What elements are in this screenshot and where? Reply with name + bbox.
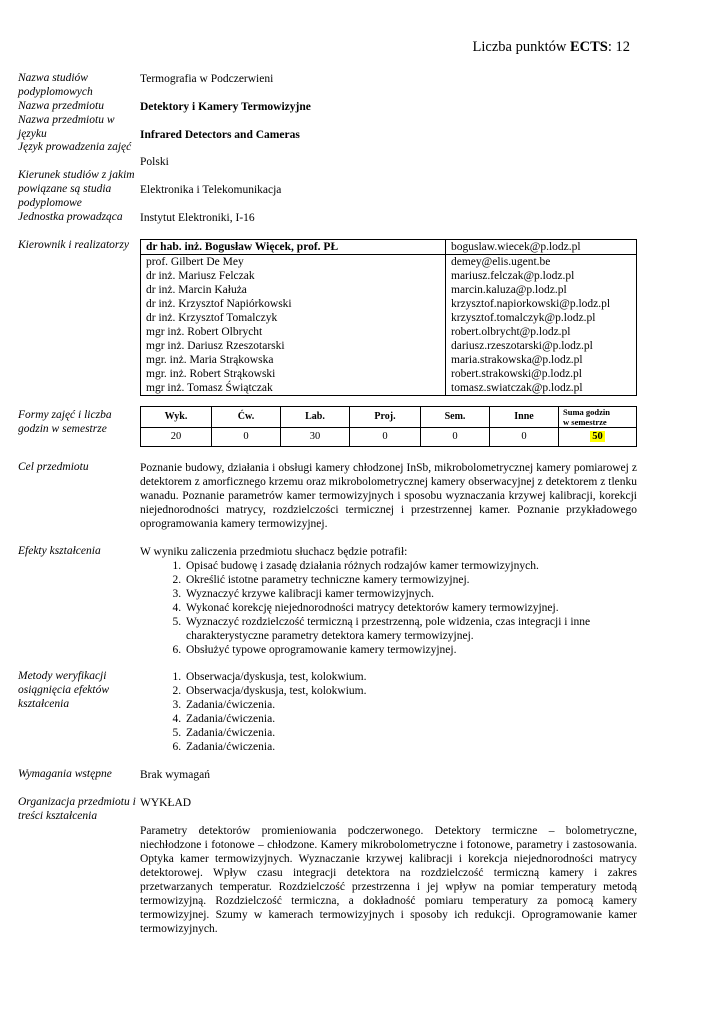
efekty-list	[140, 559, 637, 657]
label-efekty: Efekty kształcenia	[18, 545, 101, 557]
hours-sum-header	[559, 407, 637, 428]
hours-header: Ćw.	[212, 407, 281, 428]
staff-name: dr inż. Marcin Kałuża	[141, 283, 446, 297]
list-item: 6. Obsłużyć typowe oprogramowanie kamery termowizyjnej.	[184, 643, 637, 657]
hours-sum-cell	[559, 428, 637, 447]
sum-header-line1: Suma godzin	[563, 407, 610, 417]
staff-name: mgr inż. Tomasz Świątczak	[141, 381, 446, 396]
table-row	[141, 367, 637, 381]
staff-name: mgr. inż. Maria Strąkowska	[141, 353, 446, 367]
table-row	[141, 283, 637, 297]
table-row	[141, 269, 637, 283]
staff-name: mgr. inż. Robert Strąkowski	[141, 367, 446, 381]
metody-section	[140, 670, 637, 754]
staff-email: krzysztof.napiorkowski@p.lodz.pl	[451, 298, 611, 310]
efekty-section	[140, 545, 637, 657]
list-item: 6. Zadania/ćwiczenia.	[184, 740, 637, 754]
label-kierunek: Kierunek studiów z jakim powiązane są studia podyplomowe	[18, 169, 135, 209]
hours-header: Wyk.	[141, 407, 212, 428]
ects-header	[473, 38, 631, 56]
table-row	[141, 353, 637, 367]
list-item: 3. Wyznaczyć krzywe kalibracji kamer termowizyjnych.	[184, 587, 637, 601]
staff-name: prof. Gilbert De Mey	[141, 255, 446, 270]
label-formy: Formy zajęć i liczba godzin w semestrze	[18, 409, 112, 435]
label-wymagania: Wymagania wstępne	[18, 768, 112, 780]
value-nazwa-przedmiotu: Detektory i Kamery Termowizyjne	[140, 101, 311, 113]
value-kierunek: Elektronika i Telekomunikacja	[140, 184, 282, 196]
list-item: 3. Zadania/ćwiczenia.	[184, 698, 637, 712]
table-row	[141, 325, 637, 339]
label-organizacja: Organizacja przedmiotu i treści kształcenia	[18, 796, 136, 822]
label-jednostka: Jednostka prowadząca	[18, 211, 123, 223]
organizacja-text: Parametry detektorów promieniowania podczerwonego. Detektory termiczne – bolometryczne, niechłodzone i fotonowe – chłodzone. Kamery mikrobolometryczne i fotonowe, parametry i zastosowania. Optyka kamer termowizyjnych. Wyznaczanie krzywej kalibracji i korekcja niejednorodności matrycy detektorowej. Wpływ czasu integracji detektora na rozdzielczość termiczną kamery i zakres przetwarzanych temperatur. Rozdzielczość przestrzenna i jej wpływ na pomiar temperatury metodą termowizyjną. Rozdzielczość termiczna, a dokładność pomiaru temperatury za pomocą kamery termowizyjnej. Szumy w kamerach termowizyjnych i sposoby ich redukcji. Oprogramowanie kamer termowizyjnych.	[140, 825, 637, 935]
label-jezyk: Język prowadzenia zajęć	[18, 141, 132, 153]
list-item: 4. Zadania/ćwiczenia.	[184, 712, 637, 726]
organizacja-title: WYKŁAD	[140, 797, 192, 809]
value-jednostka: Instytut Elektroniki, I-16	[140, 212, 255, 224]
ects-value: : 12	[607, 39, 630, 55]
hours-header: Sem.	[421, 407, 490, 428]
value-jezyk: Polski	[140, 156, 169, 168]
hours-header: Proj.	[350, 407, 421, 428]
staff-email: robert.olbrycht@p.lodz.pl	[451, 326, 571, 338]
label-cel: Cel przedmiotu	[18, 461, 89, 473]
hours-value: 0	[350, 428, 421, 447]
hours-value: 30	[281, 428, 350, 447]
hours-value: 20	[141, 428, 212, 447]
staff-email: dariusz.rzeszotarski@p.lodz.pl	[451, 340, 593, 352]
staff-name: mgr inż. Robert Olbrycht	[141, 325, 446, 339]
staff-name: dr inż. Krzysztof Tomalczyk	[141, 311, 446, 325]
hours-header: Lab.	[281, 407, 350, 428]
staff-email: tomasz.swiatczak@p.lodz.pl	[451, 382, 583, 394]
list-item: 5. Zadania/ćwiczenia.	[184, 726, 637, 740]
list-item: 5. Wyznaczyć rozdzielczość termiczną i przestrzenną, pole widzenia, czas integracji i inne charakterystyczne parametry detektora kamery termowizyjnej.	[184, 615, 637, 643]
wymagania-text: Brak wymagań	[140, 769, 210, 781]
list-item: 4. Wykonać korekcję niejednorodności matrycy detektorów kamery termowizyjnej.	[184, 601, 637, 615]
label-nazwa-przedmiotu: Nazwa przedmiotu	[18, 100, 104, 112]
hours-value: 0	[490, 428, 559, 447]
label-metody: Metody weryfikacji osiągnięcia efektów kształcenia	[18, 670, 110, 710]
value-nazwa-en: Infrared Detectors and Cameras	[140, 129, 300, 141]
staff-name: dr inż. Mariusz Felczak	[141, 269, 446, 283]
hours-value-row	[141, 428, 637, 447]
cel-text: Poznanie budowy, działania i obsługi kamery chłodzonej InSb, mikrobolometrycznej kamery pomiarowej z detektorem z amorficznego krzemu oraz mikrobolometrycznej kamery obserwacyjnej z detektorem z tlenku wanadu. Poznanie parametrów kamer termowizyjnych i sposobu wyznaczania krzywej kalibracji, korekcji niejednorodności matrycy, rozdzielczości termicznej i przestrzennej kamer. Poznanie przykładowego oprogramowania kamery termowizyjnej.	[140, 462, 637, 530]
list-item: 1. Obserwacja/dyskusja, test, kolokwium.	[184, 670, 637, 684]
list-item: 1. Opisać budowę i zasadę działania różnych rodzajów kamer termowizyjnych.	[184, 559, 637, 573]
hours-sum: 50	[592, 431, 603, 442]
hours-header: Inne	[490, 407, 559, 428]
hours-table	[140, 406, 637, 447]
hours-value: 0	[212, 428, 281, 447]
staff-name: dr hab. inż. Bogusław Więcek, prof. PŁ	[141, 240, 446, 255]
staff-email: krzysztof.tomalczyk@p.lodz.pl	[451, 312, 596, 324]
staff-name: mgr inż. Dariusz Rzeszotarski	[141, 339, 446, 353]
staff-email: maria.strakowska@p.lodz.pl	[451, 354, 583, 366]
hours-value: 0	[421, 428, 490, 447]
hours-header-row	[141, 407, 637, 428]
staff-row-head	[141, 240, 637, 255]
staff-name: dr inż. Krzysztof Napiórkowski	[141, 297, 446, 311]
list-item: 2. Obserwacja/dyskusja, test, kolokwium.	[184, 684, 637, 698]
staff-email: boguslaw.wiecek@p.lodz.pl	[446, 240, 637, 255]
staff-email: mariusz.felczak@p.lodz.pl	[451, 270, 575, 282]
staff-email: marcin.kaluza@p.lodz.pl	[451, 284, 567, 296]
table-row	[141, 297, 637, 311]
table-row	[141, 255, 637, 270]
list-item: 2. Określić istotne parametry techniczne kamery termowizyjnej.	[184, 573, 637, 587]
staff-email: demey@elis.ugent.be	[451, 256, 551, 268]
efekty-intro: W wyniku zaliczenia przedmiotu słuchacz będzie potrafił:	[140, 546, 408, 558]
ects-prefix: Liczba punktów	[472, 39, 570, 55]
table-row	[141, 311, 637, 325]
value-nazwa-studiow: Termografia w Podczerwieni	[140, 73, 274, 85]
metody-list	[140, 670, 637, 754]
staff-email: robert.strakowski@p.lodz.pl	[451, 368, 582, 380]
table-row	[141, 339, 637, 353]
sum-header-line2: w semestrze	[563, 417, 607, 427]
staff-table	[140, 239, 637, 396]
label-nazwa-studiow: Nazwa studiów podyplomowych	[18, 72, 93, 98]
label-nazwa-przedmiotu-jezyk: Nazwa przedmiotu w języku	[18, 114, 115, 140]
ects-label: ECTS	[569, 39, 608, 55]
table-row	[141, 381, 637, 396]
label-kierownik: Kierownik i realizatorzy	[18, 239, 129, 251]
